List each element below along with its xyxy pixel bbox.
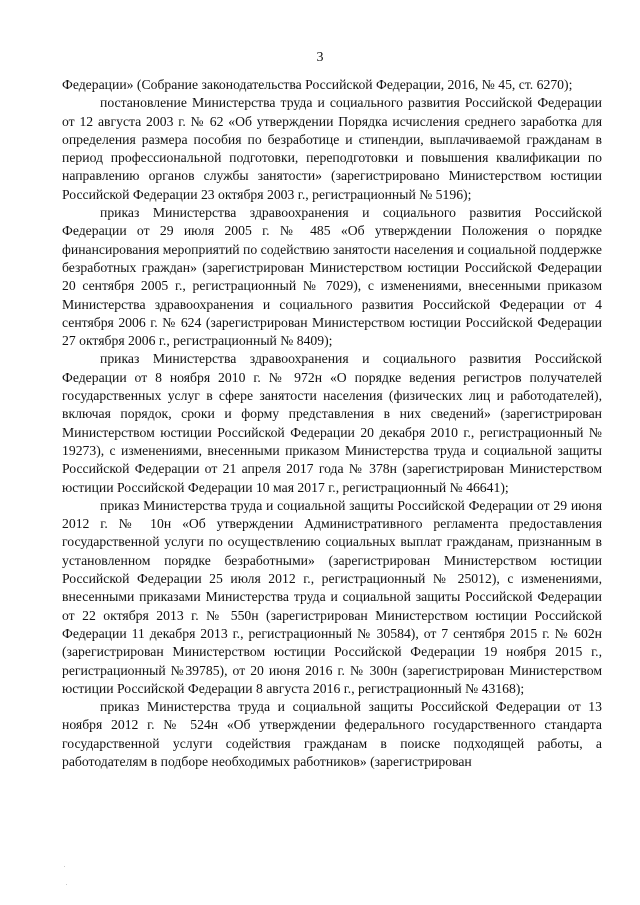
- scan-speck: [64, 866, 65, 867]
- paragraph-continuation: Федерации» (Собрание законодательства Российской Федерации, 2016, № 45, ст. 6270);: [62, 77, 573, 92]
- paragraph-order-524n: приказ Министерства труда и социальной защиты Российской Федерации от 13 ноября 2012 г. № 524н «Об утверждении федерального государственного стандарта государственной услуги содействия гражданам в поиске подходящей работы, а работодателям в подборе необходимых работников» (зарегистрирован: [62, 699, 602, 769]
- paragraph-order-10n: приказ Министерства труда и социальной защиты Российской Федерации от 29 июня 2012 г. № 10н «Об утверждении Административного регламента предоставления государственной услуги по осуществлению социальных выплат гражданам, признанным в установленном порядке безработными» (зарегистрирован Министерством юстиции Российской Федерации 25 июля 2012 г., регистрационный № 25012), с изменениями, внесенными приказами Министерства труда и социальной защиты Российской Федерации от 22 октября 2013 г. № 550н (зарегистрирован Министерством юстиции Российской Федерации 11 декабря 2013 г., регистрационный № 30584), от 7 сентября 2015 г. № 602н (зарегистрирован Министерством юстиции Российской Федерации 19 ноября 2015 г., регистрационный №39785), от 20 июня 2016 г. № 300н (зарегистрирован Министерством юстиции Российской Федерации 8 августа 2016 г., регистрационный № 43168);: [62, 497, 602, 696]
- page-number: 3: [316, 50, 324, 65]
- paragraph-order-972n: приказ Министерства здравоохранения и социального развития Российской Федерации от 8 ноября 2010 г. № 972н «О порядке ведения регистров получателей государственных услуг в сфере занятости населения (физических лиц и работодателей), включая порядок, сроки и форму представления в них сведений» (зарегистрирован Министерством юстиции Российской Федерации 20 декабря 2010 г., регистрационный № 19273), с изменениями, внесенными приказом Министерства труда и социальной защиты Российской Федерации от 21 апреля 2017 года № 378н (зарегистрирован Министерством юстиции Российской Федерации 10 мая 2017 г., регистрационный № 46641);: [62, 351, 602, 495]
- document-body: [62, 76, 602, 771]
- paragraph-order-485: приказ Министерства здравоохранения и социального развития Российской Федерации от 29 июля 2005 г. № 485 «Об утверждении Положения о порядке финансирования мероприятий по содействию занятости населения и социальной поддержке безработных граждан» (зарегистрирован Министерством юстиции Российской Федерации 20 сентября 2005 г., регистрационный № 7029), с изменениями, внесенными приказом Министерства здравоохранения и социального развития Российской Федерации от 4 сентября 2006 г. № 624 (зарегистрирован Министерством юстиции Российской Федерации 27 октября 2006 г., регистрационный № 8409);: [62, 205, 602, 349]
- paragraph-resolution-62: постановление Министерства труда и социального развития Российской Федерации от 12 августа 2003 г. № 62 «Об утверждении Порядка исчисления среднего заработка для определения размера пособия по безработице и стипендии, выплачиваемой гражданам в период профессиональной подготовки, переподготовки и повышения квалификации по направлению органов службы занятости» (зарегистрировано Министерством юстиции Российской Федерации 23 октября 2003 г., регистрационный № 5196);: [62, 95, 602, 202]
- scan-speck: [66, 884, 67, 885]
